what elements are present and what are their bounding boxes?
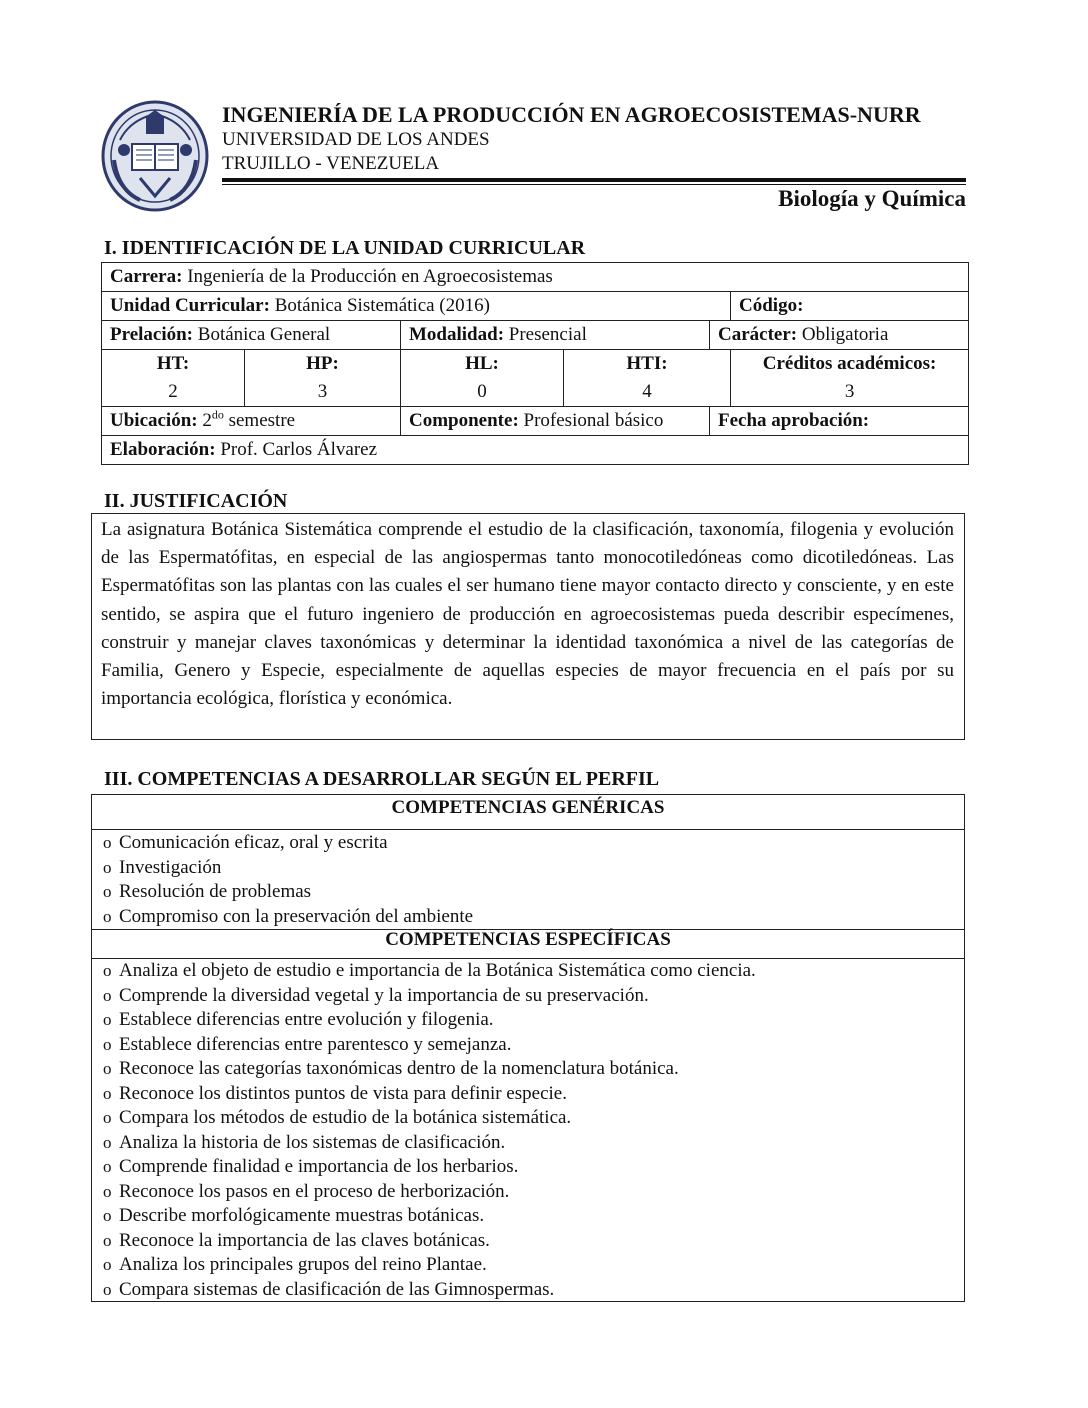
- bullet-circle-icon: o: [103, 1010, 112, 1029]
- generic-competencies-title: COMPETENCIAS GENÉRICAS: [391, 797, 665, 818]
- modalidad-value: Presencial: [508, 324, 587, 345]
- header-rule-thick: [222, 178, 966, 182]
- department-name: Biología y Química: [778, 186, 966, 211]
- competency-text: Comprende la diversidad vegetal y la importancia de su preservación.: [119, 984, 649, 1006]
- competency-text: Resolución de problemas: [119, 881, 312, 902]
- bullet-circle-icon: o: [103, 1255, 112, 1274]
- generic-competencies-list: [103, 831, 473, 929]
- competency-text: Reconoce los distintos puntos de vista para definir especie.: [119, 1082, 567, 1104]
- bullet-circle-icon: o: [103, 882, 112, 901]
- competencies-box: [91, 794, 965, 1302]
- carrera-value: Ingeniería de la Producción en Agroecosistemas: [187, 266, 553, 287]
- competency-text: Analiza la historia de los sistemas de clasificación.: [119, 1131, 506, 1153]
- competency-item: [103, 1082, 756, 1107]
- carrera-row: [102, 263, 969, 292]
- bullet-circle-icon: o: [103, 833, 112, 852]
- competency-text: Analiza los principales grupos del reino Plantae.: [119, 1254, 487, 1275]
- carrera-label: Carrera:: [110, 266, 183, 287]
- ht-label: HT:: [156, 353, 190, 374]
- prelacion-row: [102, 321, 969, 350]
- competency-item: [103, 880, 473, 905]
- specific-competencies-list: [103, 959, 756, 1302]
- bullet-circle-icon: o: [103, 906, 112, 926]
- competency-text: Comprende finalidad e importancia de los herbarios.: [119, 1156, 519, 1177]
- modalidad-label: Modalidad:: [409, 324, 505, 345]
- caracter-label: Carácter:: [718, 324, 798, 345]
- competency-text: Compara los métodos de estudio de la botánica sistemática.: [119, 1107, 572, 1128]
- hours-value-row: [102, 378, 969, 407]
- bullet-circle-icon: o: [103, 1230, 112, 1250]
- competency-item: [103, 856, 473, 881]
- ubicacion-sup: do: [211, 407, 224, 422]
- competency-item: [103, 959, 756, 984]
- bullet-circle-icon: o: [103, 961, 112, 980]
- fecha-aprobacion-label: Fecha aprobación:: [718, 410, 870, 431]
- competency-text: Compara sistemas de clasificación de las Gimnospermas.: [119, 1278, 555, 1300]
- competency-item: [103, 1180, 756, 1205]
- ht-value: 2: [102, 378, 245, 407]
- competency-text: Reconoce las categorías taxonómicas dentro de la nomenclatura botánica.: [119, 1058, 679, 1079]
- header-rule-thin: [222, 184, 966, 185]
- university-name: UNIVERSIDAD DE LOS ANDES: [222, 129, 490, 150]
- competency-text: Analiza el objeto de estudio e importancia de la Botánica Sistemática como ciencia.: [119, 960, 756, 981]
- competency-item: [103, 984, 756, 1009]
- creditos-value: 3: [731, 378, 969, 407]
- competency-text: Establece diferencias entre evolución y filogenia.: [119, 1009, 494, 1030]
- section-justification-title: II. JUSTIFICACIÓN: [104, 490, 288, 512]
- ubicacion-row: [102, 407, 969, 436]
- bullet-circle-icon: o: [103, 1181, 112, 1201]
- bullet-circle-icon: o: [103, 1059, 112, 1078]
- competency-text: Comunicación eficaz, oral y escrita: [119, 832, 388, 853]
- competency-item: [103, 1033, 756, 1058]
- creditos-label: Créditos académicos:: [762, 353, 937, 374]
- competency-text: Establece diferencias entre parentesco y semejanza.: [119, 1033, 512, 1055]
- competency-item: [103, 1204, 756, 1229]
- bullet-circle-icon: o: [103, 1083, 112, 1103]
- bullet-circle-icon: o: [103, 1279, 112, 1299]
- competency-item: [103, 905, 473, 930]
- bullet-circle-icon: o: [103, 1132, 112, 1152]
- bullet-circle-icon: o: [103, 1108, 112, 1127]
- specific-competencies-title: COMPETENCIAS ESPECÍFICAS: [385, 929, 671, 950]
- justification-text: La asignatura Botánica Sistemática comprende el estudio de la clasificación, taxonomía, filogenia y evolución de las Espermatófitas, en especial de las angiospermas tanto monocotiledóneas como dicotiledóneas. Las Espermatófitas son las plantas con las cuales el ser humano tiene mayor contacto directo y consciente, y en este sentido, se aspira que el futuro ingeniero de producción en agroecosistemas pueda describir especímenes, construir y manejar claves taxonómicas y determinar la identidad taxonómica a nivel de las categorías de Familia, Genero y Especie, especialmente de aquellas especies de mayor frecuencia en el país por su importancia ecológica, florística y económica.: [91, 513, 965, 740]
- university-seal-logo: [100, 100, 210, 212]
- competency-text: Reconoce los pasos en el proceso de herborización.: [119, 1180, 510, 1202]
- elaboracion-value: Prof. Carlos Álvarez: [220, 439, 378, 460]
- hl-label: HL:: [465, 353, 499, 374]
- competency-item: [103, 1155, 756, 1180]
- location: TRUJILLO - VENEZUELA: [222, 153, 440, 174]
- bullet-circle-icon: o: [103, 985, 112, 1005]
- componente-label: Componente:: [409, 410, 519, 431]
- competency-item: [103, 1131, 756, 1156]
- ubicacion-rest: semestre: [223, 410, 296, 431]
- hp-label: HP:: [306, 353, 339, 374]
- unidad-row: [102, 292, 969, 321]
- prelacion-label: Prelación:: [110, 324, 194, 345]
- identification-table: [101, 262, 969, 465]
- caracter-value: Obligatoria: [801, 324, 889, 345]
- hl-value: 0: [401, 378, 564, 407]
- competency-text: Reconoce la importancia de las claves botánicas.: [119, 1229, 490, 1251]
- section-competencies-title: III. COMPETENCIAS A DESARROLLAR SEGÚN EL PERFIL: [104, 768, 660, 790]
- competency-item: [103, 1229, 756, 1254]
- competency-text: Compromiso con la preservación del ambiente: [119, 905, 474, 927]
- bullet-circle-icon: o: [103, 1034, 112, 1054]
- program-title: INGENIERÍA DE LA PRODUCCIÓN EN AGROECOSISTEMAS-NURR: [222, 102, 921, 127]
- unidad-label: Unidad Curricular:: [110, 295, 270, 316]
- competency-item: [103, 831, 473, 856]
- competency-item: [103, 1253, 756, 1278]
- competency-item: [103, 1057, 756, 1082]
- bullet-circle-icon: o: [103, 1206, 112, 1225]
- hours-label-row: [102, 350, 969, 379]
- prelacion-value: Botánica General: [197, 324, 331, 345]
- bullet-circle-icon: o: [103, 1157, 112, 1176]
- elaboracion-label: Elaboración:: [110, 439, 216, 460]
- componente-value: Profesional básico: [523, 410, 664, 431]
- competency-text: Describe morfológicamente muestras botánicas.: [119, 1205, 485, 1226]
- hti-value: 4: [564, 378, 731, 407]
- elaboracion-row: [102, 436, 969, 465]
- hp-value: 3: [245, 378, 401, 407]
- competency-text: Investigación: [119, 856, 222, 878]
- competency-item: [103, 1278, 756, 1303]
- ubicacion-label: Ubicación:: [110, 410, 198, 431]
- unidad-value: Botánica Sistemática (2016): [274, 295, 490, 316]
- competency-item: [103, 1008, 756, 1033]
- competency-item: [103, 1106, 756, 1131]
- codigo-label: Código:: [739, 295, 804, 316]
- bullet-circle-icon: o: [103, 857, 112, 877]
- section-identification-title: I. IDENTIFICACIÓN DE LA UNIDAD CURRICULAR: [104, 237, 586, 259]
- hti-label: HTI:: [626, 353, 668, 374]
- divider: [92, 829, 964, 830]
- ubicacion-num: 2: [202, 410, 212, 431]
